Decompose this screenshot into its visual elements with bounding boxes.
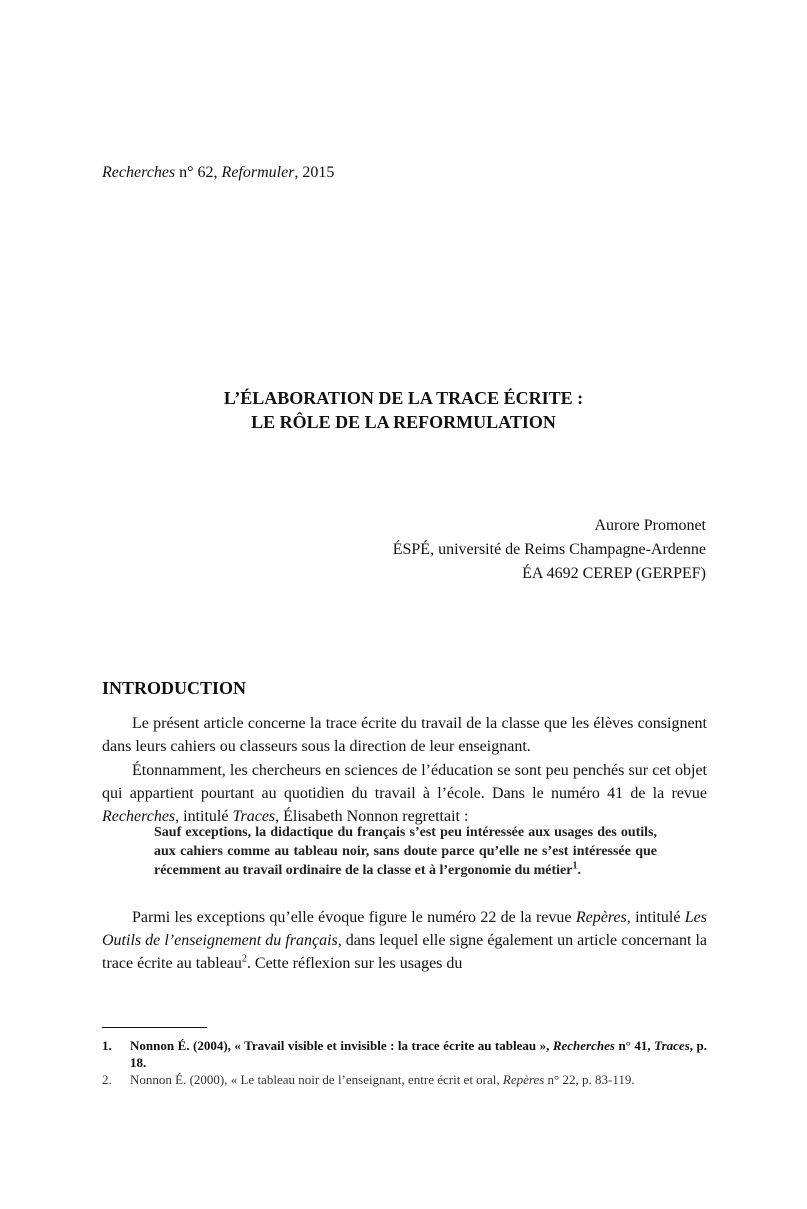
article-title xyxy=(0,386,807,434)
footnote-separator xyxy=(102,1027,207,1028)
paragraph-3-footnote-ref[interactable]: 2 xyxy=(241,953,247,965)
footnote-1-issue: Traces xyxy=(654,1038,690,1053)
paragraph-1-text: Le présent article concerne la trace écrite du travail de la classe que les élèves consignent dans leurs cahiers ou classeurs sous la direction de leur enseignant. xyxy=(102,715,707,755)
body-paragraph-1 xyxy=(102,712,707,758)
quote-text: Sauf exceptions, la didactique du français s’est peu intéressée aux usages des outils, aux cahiers comme au tableau noir, sans doute parce qu’elle ne s’est intéressée que récemment au travail ordinaire de la classe et à l’ergonomie du métier xyxy=(154,825,657,878)
author-block xyxy=(393,514,706,586)
paragraph-2-journal: Recherches xyxy=(102,808,176,825)
footnote-1-middle: n° 41, xyxy=(614,1038,655,1053)
section-heading: INTRODUCTION xyxy=(102,678,247,698)
footnote-1-text xyxy=(130,1037,707,1071)
footnote-2-after: n° 22, p. 83-119. xyxy=(544,1072,635,1087)
paragraph-3-journal: Repères xyxy=(575,909,627,926)
paragraph-3-before: Parmi les exceptions qu’elle évoque figure le numéro 22 de la revue xyxy=(132,909,576,926)
author-lab: ÉA 4692 CEREP (GERPEF) xyxy=(522,565,706,582)
footnote-1-number: 1. xyxy=(102,1038,112,1053)
footnote-1-after: , p. 18. xyxy=(130,1038,707,1070)
paragraph-3-middle: , intitulé xyxy=(626,909,685,926)
running-header xyxy=(102,164,334,182)
paragraph-3-issue: Les Outils de l’enseignement du français xyxy=(102,909,708,949)
body-paragraph-3 xyxy=(102,906,707,975)
footnote-2-number: 2. xyxy=(102,1072,112,1087)
author-name: Aurore Promonet xyxy=(594,517,706,534)
header-number: n° 62, xyxy=(175,164,222,181)
quote-end: . xyxy=(577,863,581,878)
footnote-2 xyxy=(102,1071,707,1088)
footnote-1-journal: Recherches xyxy=(552,1038,615,1053)
header-issue-title: Reformuler xyxy=(221,164,295,181)
paragraph-3-after: , dans lequel elle signe également un article concernant la trace écrite au tableau xyxy=(102,932,707,972)
footnote-2-before: Nonnon É. (2000), « Le tableau noir de l’enseignant, entre écrit et oral, xyxy=(130,1072,503,1087)
quote-footnote-ref[interactable]: 1 xyxy=(572,860,578,872)
paragraph-2-issue: Traces xyxy=(232,808,276,825)
title-line-1: L’ÉLABORATION DE LA TRACE ÉCRITE : xyxy=(223,388,584,408)
paragraph-3-end: . Cette réflexion sur les usages du xyxy=(246,955,463,972)
paragraph-2-text xyxy=(102,759,707,828)
paragraph-3-text xyxy=(102,906,707,975)
footnote-2-text xyxy=(130,1071,707,1088)
footnote-1-before: Nonnon É. (2004), « Travail visible et invisible : la trace écrite au tableau », xyxy=(130,1038,553,1053)
body-paragraph-2 xyxy=(102,759,707,828)
title-line-2: LE RÔLE DE LA REFORMULATION xyxy=(251,412,556,432)
block-quote xyxy=(154,823,657,880)
footnote-2-journal: Repères xyxy=(502,1072,545,1087)
footnotes xyxy=(102,1037,707,1088)
header-year: , 2015 xyxy=(294,164,335,181)
paragraph-2-after: , Élisabeth Nonnon regrettait : xyxy=(275,808,469,825)
header-journal: Recherches xyxy=(102,164,176,181)
author-affiliation: ÉSPÉ, université de Reims Champagne-Ardenne xyxy=(392,541,706,558)
paragraph-2-before: Étonnamment, les chercheurs en sciences de l’éducation se sont peu penchés sur cet objet qui appartient pourtant au quotidien du travail à l’école. Dans le numéro 41 de la revue xyxy=(102,762,707,802)
footnote-1 xyxy=(102,1037,707,1071)
paragraph-2-middle: , intitulé xyxy=(175,808,233,825)
